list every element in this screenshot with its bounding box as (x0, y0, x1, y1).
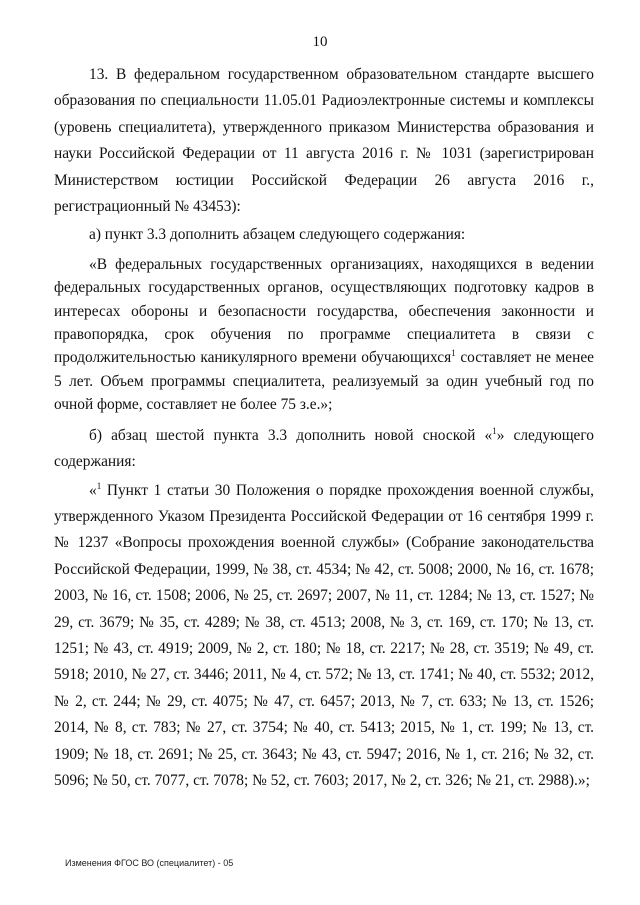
document-body (54, 62, 594, 794)
subitem-b-text-before: б) абзац шестой пункта 3.3 дополнить новой сноской « (89, 426, 493, 444)
quote-a-paragraph (54, 253, 594, 417)
page-footer: Изменения ФГОС ВО (специалитет) - 05 (65, 858, 234, 868)
page-number: 10 (312, 34, 328, 50)
footnote-marker: 1 (96, 480, 102, 491)
quote-a-text-after: составляет не менее 5 лет. Объем программы специалитета, реализуемый за один учебный год по очной форме, составляет не более 75 з.е.»; (54, 349, 595, 414)
subitem-b-paragraph (54, 423, 594, 476)
footnote-marker: 1 (492, 425, 497, 436)
subitem-b-text-after: » следующего содержания: (54, 426, 594, 471)
item-13-paragraph: 13. В федеральном государственном образовательном стандарте высшего образования по специальности 11.05.01 Радиоэлектронные системы и комплексы (уровень специалитета), утвержденного приказом Министерства образования и науки Российской Федерации от 11 августа 2016 г. № 1031 (зарегистрирован Министерством юстиции Российской Федерации 26 августа 2016 г., регистрационный № 43453): (54, 66, 594, 216)
subitem-a-paragraph: а) пункт 3.3 дополнить абзацем следующего содержания: (89, 226, 466, 244)
footnote-quote-text-after: Пункт 1 статьи 30 Положения о порядке прохождения военной службы, утвержденного Указом Президента Российской Федерации от 16 сентября 1999 г. № 1237 «Вопросы прохождения военной службы» (Собрание законодательства Российской Федерации, 1999, № 38, ст. 4534; № 42, ст. 5008; 2000, № 16, ст. 1678; 2003, № 16, ст. 1508; 2006, № 25, ст. 2697; 2007, № 11, ст. 1284; № 13, ст. 1527; № 29, ст. 3679; № 35, ст. 4289; № 38, ст. 4513; 2008, № 3, ст. 169, ст. 170; № 13, ст. 1251; № 43, ст. 4919; 2009, № 2, ст. 180; № 18, ст. 2217; № 28, ст. 3519; № 49, ст. 5918; 2010, № 27, ст. 3446; 2011, № 4, ст. 572; № 13, ст. 1741; № 40, ст. 5532; 2012, № 2, ст. 244; № 29, ст. 4075; № 47, ст. 6457; 2013, № 7, ст. 633; № 13, ст. 1526; 2014, № 8, ст. 783; № 27, ст. 3754; № 40, ст. 5413; 2015, № 1, ст. 199; № 13, ст. 1909; № 18, ст. 2691; № 25, ст. 3643; № 43, ст. 5947; 2016, № 1, ст. 216; № 32, ст. 5096; № 50, ст. 7077, ст. 7078; № 52, ст. 7603; 2017, № 2, ст. 326; № 21, ст. 2988).»; (54, 481, 594, 789)
footnote-quote-text-before: « (89, 481, 97, 499)
quote-a-text-before: «В федеральных государственных организациях, находящихся в ведении федеральных государственных органов, осуществляющих подготовку кадров в интересах обороны и безопасности государства, обеспечения законности и правопорядка, срок обучения по программе специалитета в связи с продолжительностью каникулярного времени обучающихся (54, 255, 594, 367)
footnote-marker: 1 (451, 348, 456, 359)
footnote-quote-paragraph (54, 478, 594, 795)
